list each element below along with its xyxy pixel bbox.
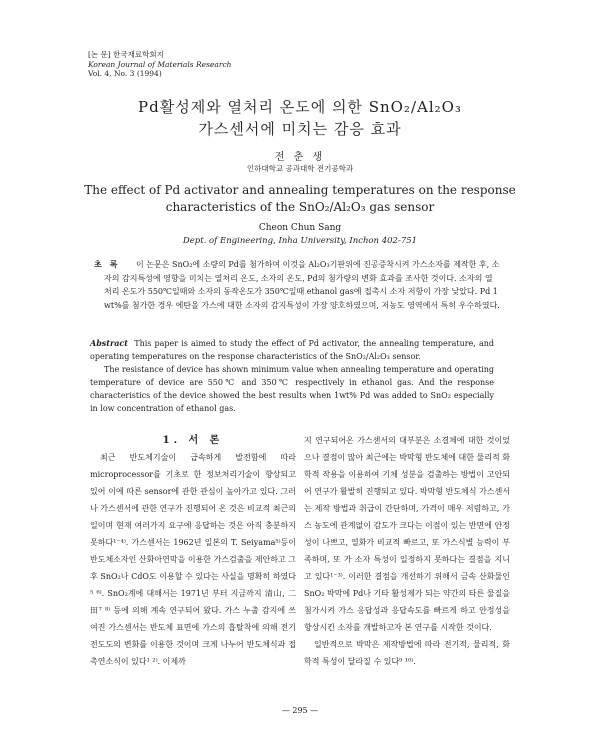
abstract-korean-text: 이 논문은 SnO₂에 소량의 Pd를 첨가하여 이것을 Al₂O₃기판위에 진공증착시켜 가스소자를 제작한 후, 소자의 감지특성에 영향을 미치는 열처리 온도, 소자의 온도, Pd의 첨가량의 변화 효과를 조사한 것이다. 소자의 열처리 온도가 550℃일때와 소자의 동작온도가 350℃일때 ethanol gas에 접촉시 소자 저항이 가장 낮았다. Pd 1 wt%를 첨가한 경우 에탄올 가스에 대한 소자의 감지특성이 가장 양호하였으며, 저농도 영역에서 특히 우수하였다.: [104, 260, 500, 310]
title-korean-line2: 가스센서에 미치는 감응 효과: [198, 120, 402, 138]
title-english-line2: characteristics of the SnO₂/Al₂O₃ gas sensor: [165, 200, 435, 214]
abstract-english-p2: The resistance of device has shown minimum value when annealing temperature and operating temperature of device are 550℃ and 350℃ respectively in ethanol gas. And the response characteristics of the device showed the best results when 1wt% Pd was added to SnO₂ especially in low concentration of ethanol gas.: [90, 365, 494, 413]
body-column-right: [304, 432, 510, 670]
abstract-english-p1: This paper is aimed to study the effect of Pd activator, the annealing temperature, and operating temperatures on the response characteristics of the SnO₂/Al₂O₃ sensor.: [90, 339, 494, 361]
author-korean: 전 춘 생: [274, 152, 326, 163]
abstract-korean-label: 초록: [94, 259, 126, 269]
journal-name-en: Korean Journal of Materials Research: [88, 59, 232, 69]
abstract-english-label: Abstract: [90, 338, 128, 348]
section-heading: 1. 서 론: [162, 435, 224, 446]
journal-volume: Vol. 4, No. 3 (1994): [88, 69, 162, 78]
body-paragraph-1: 최근 반도체기술이 급속하게 발전함에 따라 microprocessor를 기초로 한 정보처리기술이 향상되고 있어 이에 따른 sensor에 관한 관심이 높아가고 있다. 그러나 가스센서에 관한 연구가 진행되어 온 것은 비교적 최근의 일이며 현재 여러가지 요구에 응답하는 것은 아직 충분하지 못하다¹⁻⁴⁾. 가스센서는 1962년 일본의 T. Seiyama⁵⁾등이 반도체소자인 산화아연막을 이용한 가스검출을 제안하고 그후 SnO₂나 CdO도 이용할 수 있다는 사실을 명확히 하였다⁵ ⁶⁾. SnO₂계에 대해서는 1971년 부터 지금까지 清山, 二田⁷ ⁸⁾ 등에 의해 계속 연구되어 왔다. 가스 누출 감지에 쓰여진 가스센서는 반도체 표면에 가스의 흡탈착에 의해 전기전도도의 변화를 이용한 것이며 크게 나누어 반도체식과 접촉연소식이 있다¹ ²⁾. 이제까: [90, 453, 296, 666]
affiliation-english: Dept. of Engineering, Inha University, Inchon 402-751: [182, 236, 418, 246]
affiliation-korean: 인하대학교 공과대학 전기공학과: [246, 164, 354, 173]
journal-label: [논 문] 한국재료학회지: [88, 50, 164, 59]
journal-header: [88, 50, 231, 79]
title-english: [0, 182, 600, 216]
abstract-english: [90, 337, 494, 415]
body-paragraph-2: 지 연구되어온 가스센서의 대부분은 소결체에 대한 것이었으나 결점이 많아 최근에는 박막형 반도체에 대한 물리적 화학적 작용을 이용하여 기체 성분을 검출하는 방법이 고안되어 연구가 활발히 진행되고 있다. 박막형 반도체식 가스센서는 제작 방법과 취급이 간단하며, 가격이 매우 저렴하고, 가스 농도에 관계없이 감도가 크다는 이점이 있는 반면에 안정성이 나쁘고, 열화가 비교적 빠르고, 또 가스식별 능력이 부족하며, 또 가 소자 특성이 일정하지 못하다는 결점을 지니고 있다¹⁻³⁾. 이러한 결점을 개선하기 위해서 금속 산화물인 SnO₂ 박막에 Pd나 기타 활성제가 되는 약간의 타른 물질을 첨가시켜 가스 응답성과 응답속도를 빠르게 하고 안정성을 향상시킨 소자를 개발하고자 본 연구를 시작한 것이다.: [304, 436, 510, 632]
body-column-left: [90, 432, 296, 670]
author-english: Cheon Chun Sang: [258, 223, 342, 233]
page-number: — 295 —: [281, 706, 319, 715]
title-korean-line1: Pd활성제와 열처리 온도에 의한 SnO₂/Al₂O₃: [138, 98, 462, 116]
body-paragraph-3: 일반적으로 박막은 제작방법에 따라 전기적, 물리적, 화학적 특성이 달라질 수 있다⁹ ¹⁰⁾.: [304, 640, 510, 666]
title-english-line1: The effect of Pd activator and annealing temperatures on the response: [84, 183, 516, 197]
title-korean: [0, 96, 600, 140]
abstract-korean: [94, 258, 500, 312]
